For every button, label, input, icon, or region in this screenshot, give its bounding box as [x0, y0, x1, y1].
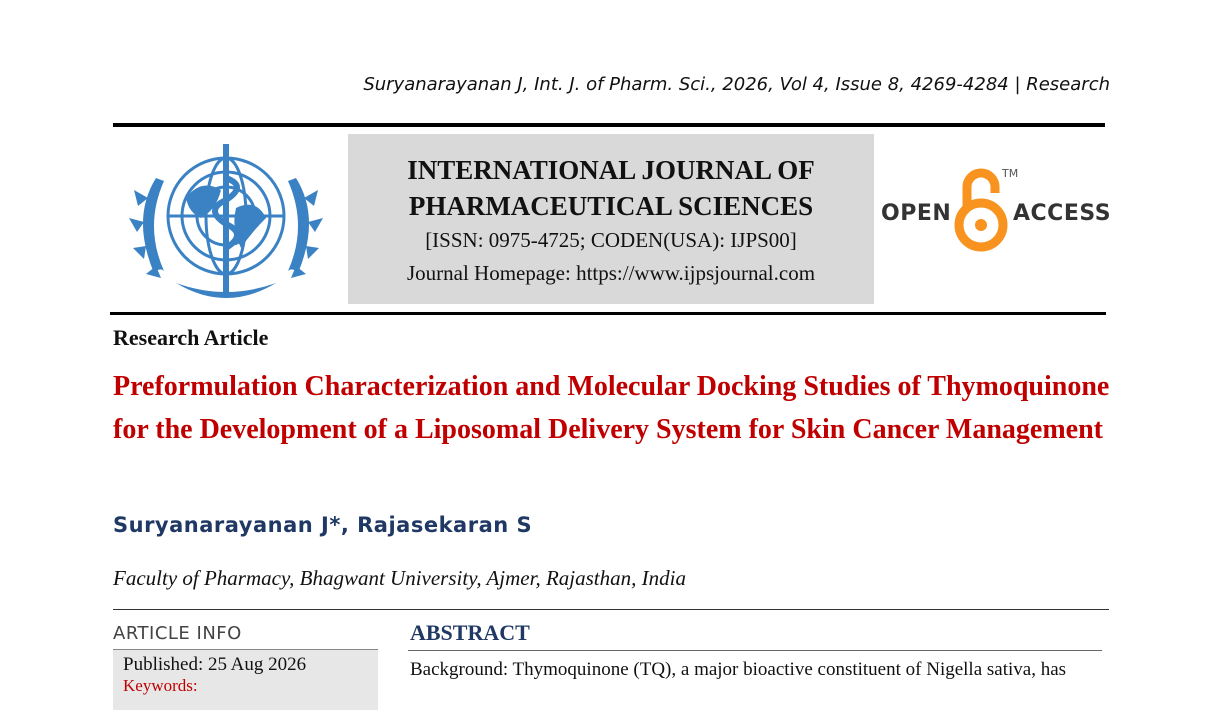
journal-masthead [348, 134, 874, 304]
abstract-heading: ABSTRACT [410, 620, 530, 645]
running-header: Suryanarayanan J, Int. J. of Pharm. Sci., 2026, Vol 4, Issue 8, 4269-4284 | Research [363, 74, 1110, 95]
journal-homepage: Journal Homepage: https://www.ijpsjournal.com [406, 261, 816, 285]
open-access-logo [878, 163, 1110, 257]
published-date: Published: 25 Aug 2026 [123, 654, 307, 675]
open-access-open-text: OPEN [881, 201, 952, 226]
journal-title-line1: INTERNATIONAL JOURNAL OF [407, 155, 815, 185]
abstract-text: Background: Thymoquinone (TQ), a major bioactive constituent of Nigella sativa, has [410, 659, 1067, 680]
affiliation-rule [113, 609, 1109, 610]
keywords-label: Keywords: [123, 676, 198, 695]
author-list: Suryanarayanan J*, Rajasekaran S [113, 513, 533, 537]
article-info-heading: ARTICLE INFO [113, 623, 242, 644]
article-type: Research Article [113, 325, 269, 350]
article-title: Preformulation Characterization and Molecular Docking Studies of Thymoquinone for the Development of a Liposomal Delivery System for Skin Cancer Management [113, 371, 1110, 445]
header-rule-bottom [110, 312, 1106, 315]
abstract-rule [408, 650, 1102, 651]
journal-title-line2: PHARMACEUTICAL SCIENCES [408, 191, 814, 221]
open-access-access-text: ACCESS [1013, 201, 1112, 226]
who-emblem-logo [126, 138, 326, 310]
article-info-box [113, 650, 378, 710]
affiliation: Faculty of Pharmacy, Bhagwant University, Ajmer, Rajasthan, India [113, 566, 686, 590]
journal-issn: [ISSN: 0975-4725; CODEN(USA): IJPS00] [425, 228, 797, 252]
trademark-mark: TM [1002, 167, 1019, 180]
header-rule-top [113, 123, 1105, 127]
